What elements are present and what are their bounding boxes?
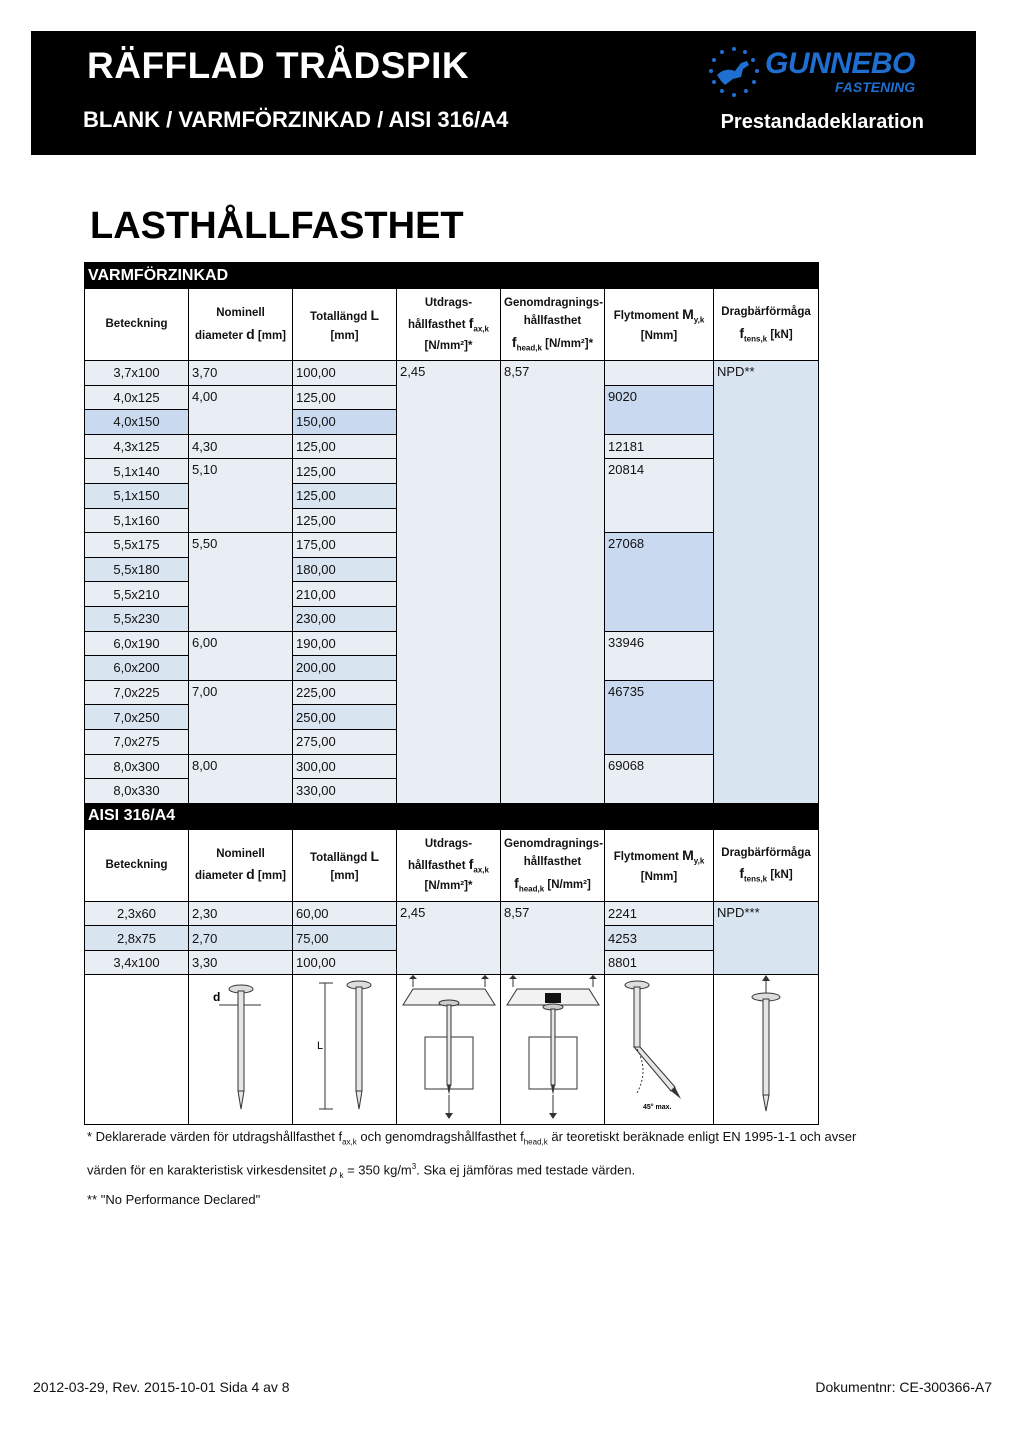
length-diagram-cell bbox=[293, 975, 397, 1125]
moment-cell bbox=[605, 361, 714, 386]
footnote-1: * Deklarerade värden för utdragshållfasthet $f_{ax,k}$ och genomdragshållfasthet $f_{head,k}$ är teoretiskt beräknade enligt EN 1995-1-1 och avser bbox=[87, 1129, 857, 1147]
svg-text:d: d bbox=[213, 990, 221, 1005]
pullthrough-cell: 8,57 bbox=[501, 361, 605, 804]
designation-cell: 5,1x160 bbox=[85, 508, 189, 533]
diameter-cell: 2,30 bbox=[189, 901, 293, 926]
nail-length-icon bbox=[293, 975, 397, 1121]
tensile-cell: NPD** bbox=[714, 361, 819, 804]
svg-text:L: L bbox=[317, 1040, 324, 1053]
load-capacity-tables bbox=[84, 262, 818, 1125]
length-cell: 225,00 bbox=[293, 680, 397, 705]
length-cell: 125,00 bbox=[293, 459, 397, 484]
length-cell: 125,00 bbox=[293, 483, 397, 508]
moment-diagram-cell bbox=[605, 975, 714, 1125]
diameter-cell: 5,10 bbox=[189, 459, 293, 533]
length-cell: 230,00 bbox=[293, 606, 397, 631]
diameter-cell: 3,30 bbox=[189, 950, 293, 975]
moment-cell: 9020 bbox=[605, 385, 714, 434]
length-cell: 180,00 bbox=[293, 557, 397, 582]
diameter-cell: 4,30 bbox=[189, 434, 293, 459]
footnotes bbox=[87, 1125, 947, 1212]
empty-illustration-cell bbox=[85, 975, 189, 1125]
footer-date-page: 2012-03-29, Rev. 2015-10-01 Sida 4 av 8 bbox=[33, 1379, 290, 1395]
col-pullthrough: Genomdragnings- hållfasthet $f_{head,k}$ [N/mm²] bbox=[501, 829, 605, 901]
length-cell: 175,00 bbox=[293, 533, 397, 558]
length-cell: 150,00 bbox=[293, 410, 397, 435]
svg-text:45° max.: 45° max. bbox=[643, 1104, 672, 1112]
header-banner bbox=[31, 31, 976, 155]
footer-document-number: Dokumentnr: CE-300366-A7 bbox=[815, 1379, 992, 1395]
col-pullthrough: Genomdragnings- hållfasthet $f_{head,k}$ [N/mm²]* bbox=[501, 289, 605, 361]
designation-cell: 5,5x230 bbox=[85, 606, 189, 631]
moment-cell: 69068 bbox=[605, 754, 714, 803]
designation-cell: 7,0x250 bbox=[85, 705, 189, 730]
designation-cell: 2,8x75 bbox=[85, 926, 189, 951]
length-cell: 100,00 bbox=[293, 361, 397, 386]
withdrawal-cell: 2,45 bbox=[397, 901, 501, 975]
designation-cell: 5,1x150 bbox=[85, 483, 189, 508]
aisi-header-row bbox=[85, 829, 819, 901]
document-subtitle: BLANK / VARMFÖRZINKAD / AISI 316/A4 bbox=[83, 107, 509, 132]
col-withdrawal: Utdrags- hållfasthet $f_{ax,k}$ [N/mm²]* bbox=[397, 289, 501, 361]
moment-cell: 4253 bbox=[605, 926, 714, 951]
footnote-1-cont: värden för en karakteristisk virkesdensitet ρ $_k$ = 350 $kg/m^3$. Ska ej jämföras med testade värden. bbox=[87, 1161, 636, 1180]
table-row bbox=[85, 361, 819, 386]
designation-cell: 8,0x300 bbox=[85, 754, 189, 779]
designation-cell: 8,0x330 bbox=[85, 779, 189, 804]
length-cell: 300,00 bbox=[293, 754, 397, 779]
col-moment: Flytmoment $M_{y,k}$ [Nmm] bbox=[605, 829, 714, 901]
designation-cell: 7,0x225 bbox=[85, 680, 189, 705]
col-designation: Beteckning bbox=[85, 289, 189, 361]
diameter-cell: 2,70 bbox=[189, 926, 293, 951]
diameter-cell: 7,00 bbox=[189, 680, 293, 754]
length-cell: 125,00 bbox=[293, 385, 397, 410]
length-cell: 200,00 bbox=[293, 656, 397, 681]
pullthrough-diagram-cell bbox=[501, 975, 605, 1125]
diameter-cell: 5,50 bbox=[189, 533, 293, 631]
col-moment: Flytmoment $M_{y,k}$ [Nmm] bbox=[605, 289, 714, 361]
aisi-section-band bbox=[85, 803, 819, 829]
length-cell: 125,00 bbox=[293, 434, 397, 459]
col-tensile: Dragbärförmåga $f_{tens,k}$ [kN] bbox=[714, 289, 819, 361]
length-cell: 190,00 bbox=[293, 631, 397, 656]
nail-diameter-icon bbox=[189, 975, 293, 1121]
designation-cell: 2,3x60 bbox=[85, 901, 189, 926]
diameter-cell: 8,00 bbox=[189, 754, 293, 803]
length-cell: 250,00 bbox=[293, 705, 397, 730]
aisi-section-heading: AISI 316/A4 bbox=[85, 803, 819, 829]
section-title: LASTHÅLLFASTHET bbox=[90, 205, 464, 247]
length-cell: 60,00 bbox=[293, 901, 397, 926]
tensile-cell: NPD*** bbox=[714, 901, 819, 975]
designation-cell: 3,4x100 bbox=[85, 950, 189, 975]
diameter-cell: 3,70 bbox=[189, 361, 293, 386]
diameter-cell: 4,00 bbox=[189, 385, 293, 434]
bending-moment-icon bbox=[605, 975, 714, 1121]
moment-cell: 20814 bbox=[605, 459, 714, 533]
illustration-row bbox=[85, 975, 819, 1125]
designation-cell: 4,3x125 bbox=[85, 434, 189, 459]
designation-cell: 5,1x140 bbox=[85, 459, 189, 484]
col-diameter: Nominell diameter d [mm] bbox=[189, 289, 293, 361]
length-cell: 210,00 bbox=[293, 582, 397, 607]
logo-brand-text: GUNNEBO bbox=[765, 47, 915, 80]
moment-cell: 12181 bbox=[605, 434, 714, 459]
designation-cell: 6,0x200 bbox=[85, 656, 189, 681]
pullthrough-test-icon bbox=[501, 975, 605, 1121]
table-row bbox=[85, 901, 819, 926]
length-cell: 275,00 bbox=[293, 729, 397, 754]
designation-cell: 4,0x125 bbox=[85, 385, 189, 410]
horse-logo-icon bbox=[707, 45, 761, 99]
col-length: Totallängd L [mm] bbox=[293, 829, 397, 901]
gunnebo-logo bbox=[707, 43, 947, 103]
col-length: Totallängd L [mm] bbox=[293, 289, 397, 361]
designation-cell: 4,0x150 bbox=[85, 410, 189, 435]
diameter-cell: 6,00 bbox=[189, 631, 293, 680]
length-cell: 125,00 bbox=[293, 508, 397, 533]
designation-cell: 3,7x100 bbox=[85, 361, 189, 386]
withdrawal-test-icon bbox=[397, 975, 501, 1121]
tensile-test-icon bbox=[714, 975, 819, 1121]
col-diameter: Nominell diameter d [mm] bbox=[189, 829, 293, 901]
withdrawal-diagram-cell bbox=[397, 975, 501, 1125]
document-title: RÄFFLAD TRÅDSPIK bbox=[87, 45, 470, 86]
length-cell: 330,00 bbox=[293, 779, 397, 804]
length-cell: 100,00 bbox=[293, 950, 397, 975]
moment-cell: 46735 bbox=[605, 680, 714, 754]
col-withdrawal: Utdrags- hållfasthet $f_{ax,k}$ [N/mm²]* bbox=[397, 829, 501, 901]
tensile-diagram-cell bbox=[714, 975, 819, 1125]
designation-cell: 5,5x175 bbox=[85, 533, 189, 558]
designation-cell: 5,5x180 bbox=[85, 557, 189, 582]
withdrawal-cell: 2,45 bbox=[397, 361, 501, 804]
moment-cell: 27068 bbox=[605, 533, 714, 631]
moment-cell: 2241 bbox=[605, 901, 714, 926]
varm-section-band bbox=[85, 263, 819, 289]
pullthrough-cell: 8,57 bbox=[501, 901, 605, 975]
designation-cell: 7,0x275 bbox=[85, 729, 189, 754]
varm-section-heading: VARMFÖRZINKAD bbox=[85, 263, 819, 289]
col-tensile: Dragbärförmåga $f_{tens,k}$ [kN] bbox=[714, 829, 819, 901]
document-type: Prestandadeklaration bbox=[720, 111, 924, 133]
designation-cell: 6,0x190 bbox=[85, 631, 189, 656]
col-designation: Beteckning bbox=[85, 829, 189, 901]
varm-header-row bbox=[85, 289, 819, 361]
moment-cell: 8801 bbox=[605, 950, 714, 975]
moment-cell: 33946 bbox=[605, 631, 714, 680]
load-capacity-table bbox=[84, 262, 819, 1125]
logo-subtext: FASTENING bbox=[835, 79, 916, 95]
footnote-2: ** "No Performance Declared" bbox=[87, 1191, 261, 1207]
diameter-diagram-cell bbox=[189, 975, 293, 1125]
length-cell: 75,00 bbox=[293, 926, 397, 951]
designation-cell: 5,5x210 bbox=[85, 582, 189, 607]
